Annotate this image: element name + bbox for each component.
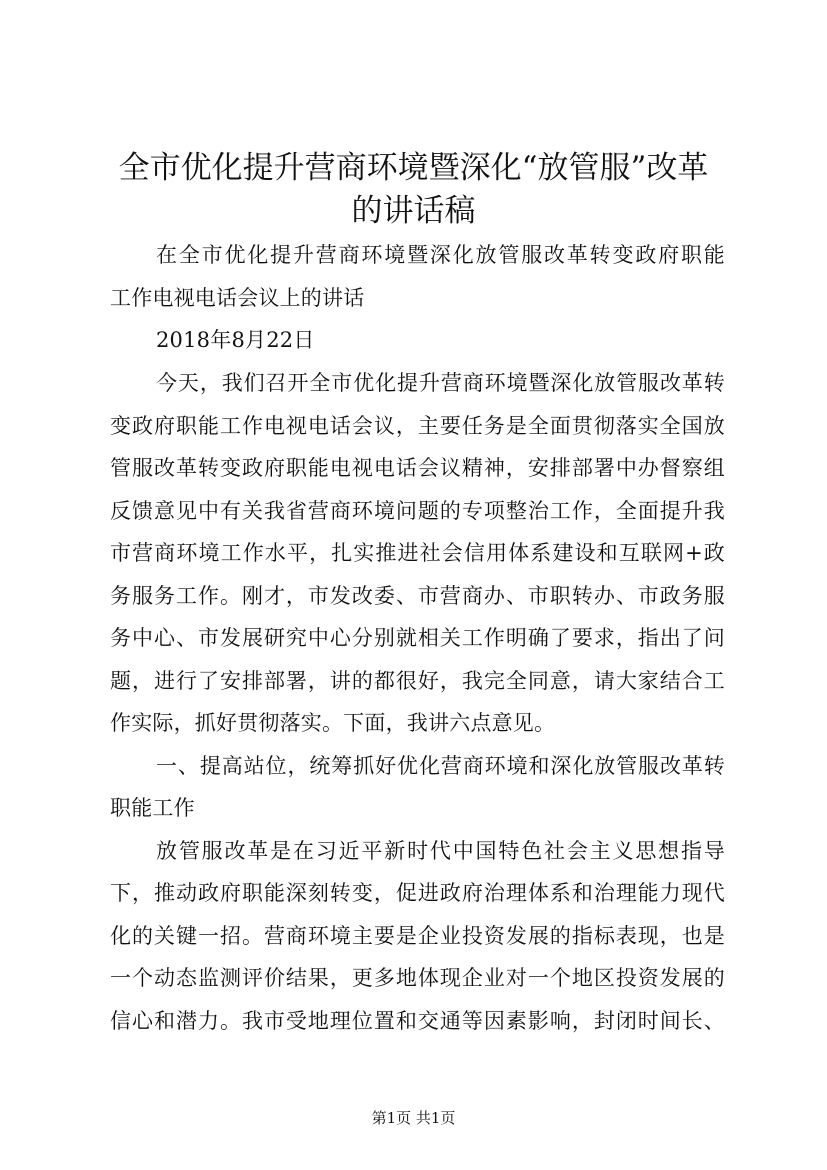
paragraph-line: 下，推动政府职能深刻转变，促进政府治理体系和治理能力现代 — [110, 881, 725, 905]
paragraph-line: 今天，我们召开全市优化提升营商环境暨深化放管服改革转 — [156, 371, 725, 395]
paragraph-line: 反馈意见中有关我省营商环境问题的专项整治工作，全面提升我 — [110, 499, 725, 523]
subtitle-line: 在全市优化提升营商环境暨深化放管服改革转变政府职能 — [156, 243, 725, 267]
paragraph-line: 一个动态监测评价结果，更多地体现企业对一个地区投资发展的 — [110, 966, 725, 990]
paragraph-line: 放管服改革是在习近平新时代中国特色社会主义思想指导 — [156, 839, 725, 863]
page-footer: 第1页 共1页 — [371, 1109, 456, 1127]
subtitle-line: 工作电视电话会议上的讲话 — [110, 286, 365, 310]
section-heading: 一、提高站位，统筹抓好优化营商环境和深化放管服改革转 — [156, 754, 725, 778]
section-heading: 职能工作 — [110, 796, 195, 820]
paragraph-line: 变政府职能工作电视电话会议，主要任务是全面贯彻落实全国放 — [110, 414, 725, 438]
paragraph-line: 信心和潜力。我市受地理位置和交通等因素影响，封闭时间长、 — [110, 1009, 725, 1033]
speech-date: 2018年8月22日 — [156, 328, 315, 352]
paragraph-line: 题，进行了安排部署，讲的都很好，我完全同意，请大家结合工 — [110, 669, 725, 693]
paragraph-line: 市营商环境工作水平，扎实推进社会信用体系建设和互联网+政 — [110, 541, 725, 565]
paragraph-line: 管服改革转变政府职能电视电话会议精神，安排部署中办督察组 — [110, 456, 725, 480]
paragraph-line: 务中心、市发展研究中心分别就相关工作明确了要求，指出了问 — [110, 626, 725, 650]
document-title-continued: 的讲话稿 — [351, 193, 476, 229]
paragraph-line: 作实际，抓好贯彻落实。下面，我讲六点意见。 — [110, 711, 556, 735]
paragraph-line: 务服务工作。刚才，市发改委、市营商办、市职转办、市政务服 — [110, 584, 725, 608]
document-title: 全市优化提升营商环境暨深化“放管服”改革 — [118, 150, 709, 186]
paragraph-line: 化的关键一招。营商环境主要是企业投资发展的指标表现，也是 — [110, 924, 725, 948]
